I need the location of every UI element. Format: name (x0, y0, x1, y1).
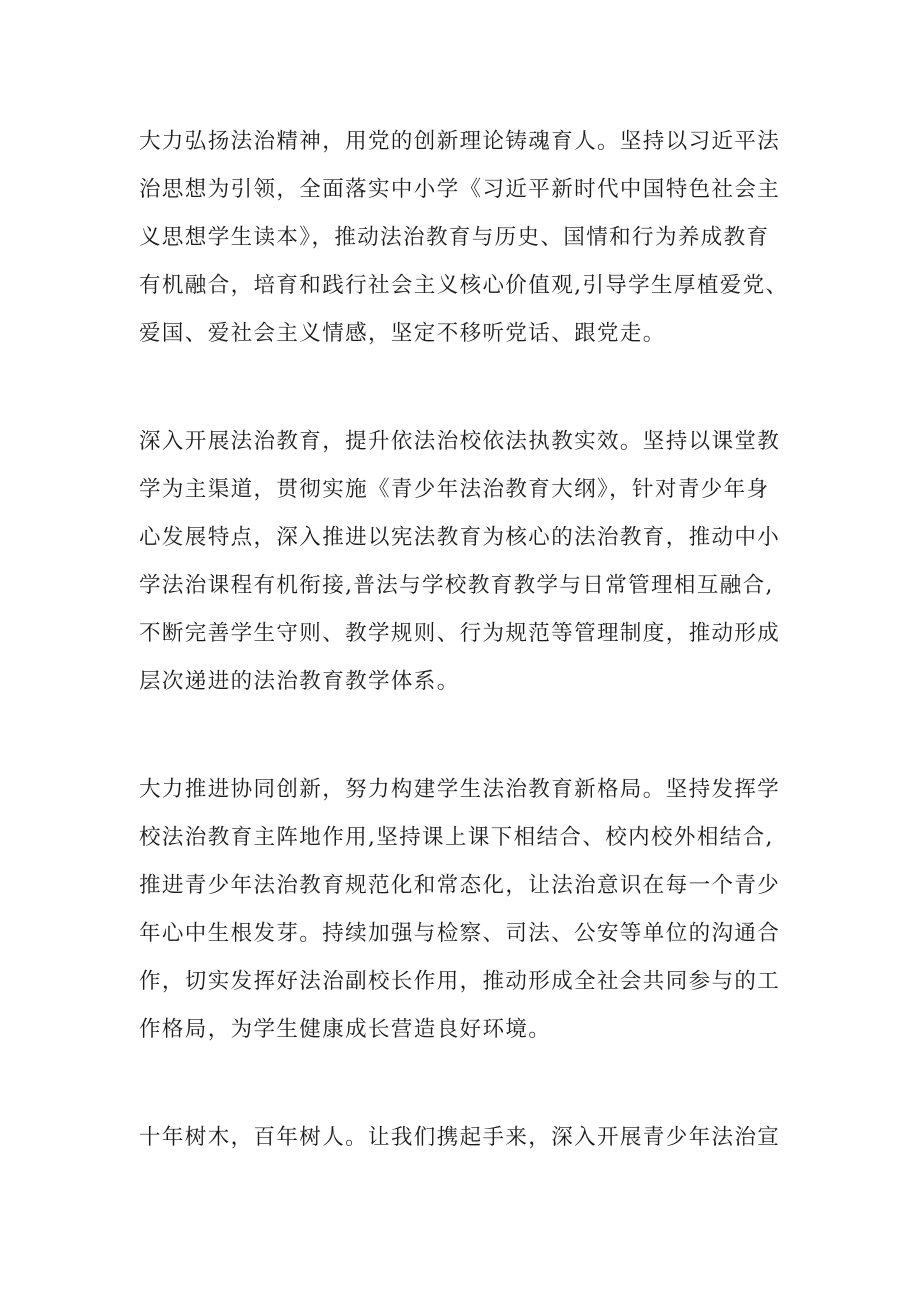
text-line: 治思想为引领，全面落实中小学《习近平新时代中国特色社会主 (139, 177, 781, 202)
text-line: 深入开展法治教育，提升依法治校依法执教实效。坚持以课堂教 (139, 429, 781, 454)
text-line: 年心中生根发芽。持续加强与检察、司法、公安等单位的沟通合 (139, 921, 781, 946)
paragraph-4 (139, 1114, 799, 1162)
text-line: 学为主渠道，贯彻实施《青少年法治教育大纲》，针对青少年身 (139, 477, 770, 502)
text-line: 心发展特点，深入推进以宪法教育为核心的法治教育，推动中小 (139, 525, 781, 550)
text-line: 义思想学生读本》，推动法治教育与历史、国情和行为养成教育 (139, 225, 770, 250)
text-line: 爱国、爱社会主义情感，坚定不移听党话、跟党走。 (139, 321, 666, 346)
text-line: 大力弘扬法治精神，用党的创新理论铸魂育人。坚持以习近平法 (139, 129, 781, 154)
text-line: 作，切实发挥好法治副校长作用，推动形成全社会共同参与的工 (139, 969, 781, 994)
text-line: 学法治课程有机衔接,普法与学校教育教学与日常管理相互融合, (139, 573, 774, 598)
text-line: 层次递进的法治教育教学体系。 (139, 669, 460, 694)
document-body (139, 118, 799, 1222)
paragraph-3 (139, 766, 799, 1054)
text-line: 校法治教育主阵地作用,坚持课上课下相结合、校内校外相结合, (139, 825, 774, 850)
text-line: 十年树木，百年树人。让我们携起手来，深入开展青少年法治宣 (139, 1125, 781, 1150)
text-line: 大力推进协同创新，努力构建学生法治教育新格局。坚持发挥学 (139, 777, 781, 802)
text-line: 推进青少年法治教育规范化和常态化，让法治意识在每一个青少 (139, 873, 781, 898)
text-line: 有机融合，培育和践行社会主义核心价值观,引导学生厚植爱党、 (139, 273, 789, 298)
paragraph-1 (139, 118, 799, 358)
text-line: 作格局，为学生健康成长营造良好环境。 (139, 1017, 552, 1042)
text-line: 不断完善学生守则、教学规则、行为规范等管理制度，推动形成 (139, 621, 781, 646)
paragraph-2 (139, 418, 799, 706)
